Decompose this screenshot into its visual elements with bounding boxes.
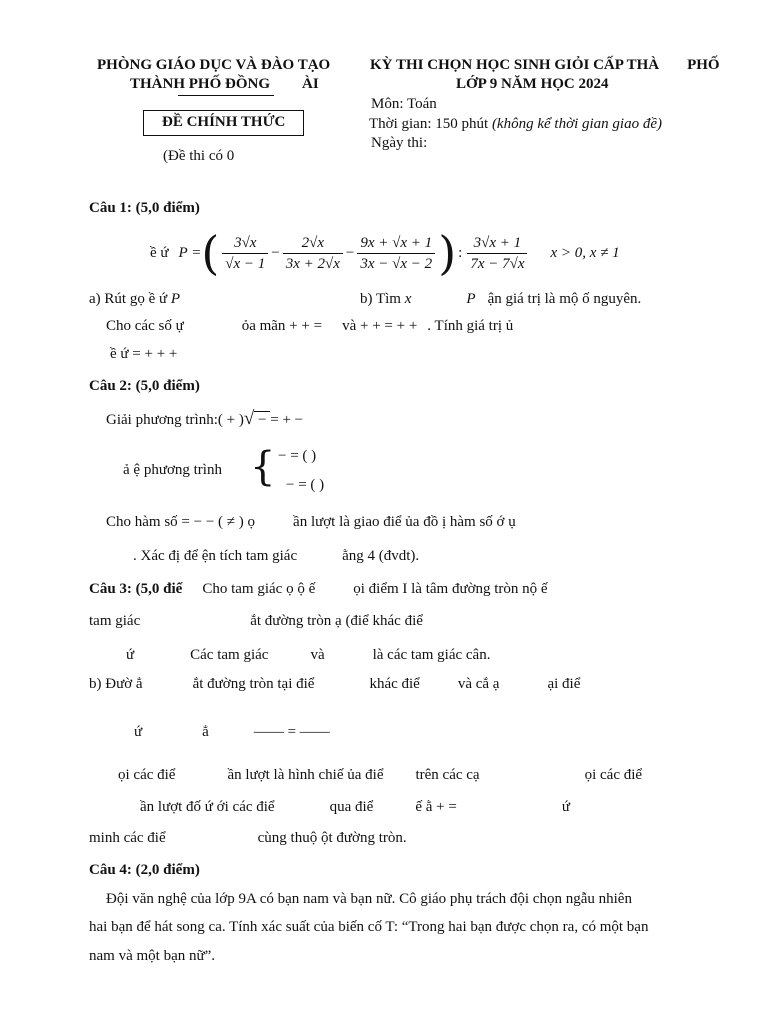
time-b: (không kể thời gian giao đề) <box>491 116 662 132</box>
q2-system-eq1: − = ( ) <box>278 448 317 464</box>
header-left-line2-a: THÀNH PHỐ ĐỒNG <box>130 76 271 92</box>
header-right-line2: LỚP 9 NĂM HỌC 2024 <box>456 76 609 92</box>
header-underline <box>178 95 274 96</box>
condition: x > 0, x ≠ 1 <box>550 244 620 261</box>
exam-date: Ngày thi: <box>371 135 428 151</box>
header-right-line1-a: KỲ THI CHỌN HỌC SINH GIỎI CẤP THÀ <box>370 57 660 73</box>
question-1-title: Câu 1: (5,0 điểm) <box>89 200 200 216</box>
q3-line8: minh các điể cùng thuộ ột đường tròn. <box>89 830 407 846</box>
q3-line7: ần lượt đố ứ ới các điể qua điể ế ằ + = ứ <box>140 799 570 815</box>
left-paren: ( <box>201 226 220 280</box>
header-right-line1-b: PHỐ <box>687 57 720 73</box>
q2-system-eq2: − = ( ) <box>286 477 325 493</box>
q2-system-label: ả ệ phương trình <box>123 462 222 478</box>
question-3-title: Câu 3: (5,0 điể <box>89 581 183 597</box>
question-2-title: Câu 2: (5,0 điểm) <box>89 378 200 394</box>
time-line <box>369 116 662 133</box>
q2-function-line1: Cho hàm số = − − ( ≠ ) ọ ần lượt là giao điể ủa đồ ị hàm số ớ ụ <box>106 514 516 530</box>
header-left-line2 <box>130 76 319 93</box>
fraction-1: $\frac{3√x}{√x - 1}$ <box>222 233 268 274</box>
official-stamp: ĐỀ CHÍNH THỨC <box>143 110 304 136</box>
q3-line1: Câu 3: (5,0 điể Cho tam giác ọ ộ ế ọi điểm I là tâm đường tròn nộ ế <box>89 581 548 597</box>
formula-P: ề ứ P = ( $\frac{3√x}{√x - 1}$ − $\frac{2√x}{3x + 2√x}$ − $\frac{9x + √x + 1}{3x - √x - 2}$ ) : $\frac{3√x + 1}{7x - 7√x}$ x > 0, x ≠ 1 <box>150 226 620 280</box>
q1-part-b: b) Tìm x P ận giá trị là mộ ố nguyên. <box>360 291 642 307</box>
right-paren: ) <box>438 226 457 280</box>
q1-part2-line2: ề ứ = + + + <box>110 346 178 362</box>
pages-note: (Đề thi có 0 <box>163 148 235 164</box>
q1-part-a: a) Rút gọ ề ứ P <box>89 291 181 307</box>
q1-part2-line1: Cho các số ự ỏa mãn + + = và + + = + + . Tính giá trị ủ <box>106 318 514 334</box>
fraction-4: $\frac{3√x + 1}{7x - 7√x}$ <box>467 233 527 274</box>
q2-function-line2: . Xác đị để ện tích tam giác ằng 4 (đvdt). <box>133 548 420 564</box>
q3-line4: b) Đườ ẳ ắt đường tròn tại điể khác điể và cắ ạ ại điể <box>89 676 581 692</box>
header-right-line1 <box>370 57 720 74</box>
fraction-2: $\frac{2√x}{3x + 2√x}$ <box>283 233 343 274</box>
formula-P-eq: P = <box>178 244 202 261</box>
system-brace: { <box>250 444 276 490</box>
q4-line3: nam và một bạn nữ”. <box>89 948 216 964</box>
header-left-line1: PHÒNG GIÁO DỤC VÀ ĐÀO TẠO <box>97 57 331 73</box>
q3-line5: ứ ẳ —— = —— <box>134 724 330 740</box>
q3-line2: tam giác ắt đường tròn ạ (điể khác điể <box>89 613 423 629</box>
question-4-title: Câu 4: (2,0 điểm) <box>89 862 200 878</box>
time-a: Thời gian: 150 phút <box>369 116 489 132</box>
formula-intro: ề ứ <box>150 244 169 261</box>
q2-equation: Giải phương trình:( + )√ − = + − <box>106 408 304 429</box>
header-left-line2-b: ÀI <box>302 76 319 92</box>
q4-line1: Đội văn nghệ của lớp 9A có bạn nam và bạn nữ. Cô giáo phụ trách đội chọn ngẫu nhiên <box>106 891 632 907</box>
subject-line: Môn: Toán <box>371 96 437 112</box>
fraction-3: $\frac{9x + √x + 1}{3x - √x - 2}$ <box>357 233 435 274</box>
q3-line6: ọi các điể ần lượt là hình chiế ủa điể trên các cạ ọi các điể <box>118 767 643 783</box>
q4-line2: hai bạn để hát song ca. Tính xác suất của biến cố T: “Trong hai bạn được chọn ra, có một bạn <box>89 919 649 935</box>
q3-line3: ứ Các tam giác và là các tam giác cân. <box>126 647 491 663</box>
